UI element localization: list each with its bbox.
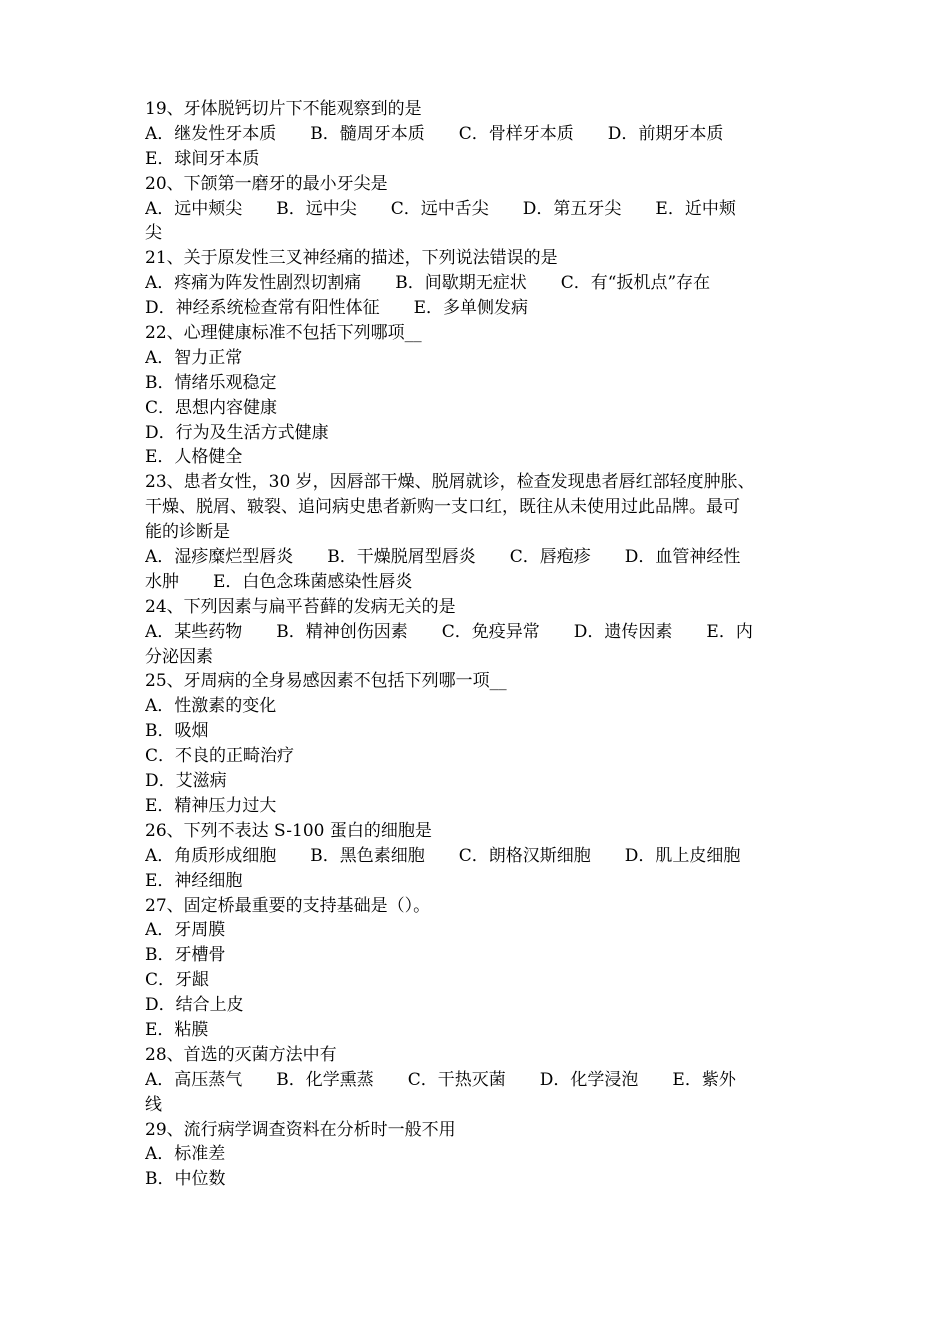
- question-27-option-e: E．粘膜: [145, 1019, 209, 1040]
- question-26-options: A．角质形成细胞 B．黑色素细胞 C．朗格汉斯细胞 D．肌上皮细胞: [145, 845, 741, 866]
- question-20-stem: 20、下颌第一磨牙的最小牙尖是: [145, 173, 388, 194]
- question-27-option-c: C．牙龈: [145, 970, 210, 991]
- question-21-stem: 21、关于原发性三叉神经痛的描述，下列说法错误的是: [145, 248, 558, 269]
- question-25-option-e: E．精神压力过大: [145, 795, 277, 816]
- question-22-stem: 22、心理健康标准不包括下列哪项__: [145, 323, 422, 344]
- question-27-option-a: A．牙周膜: [145, 920, 226, 941]
- question-22-option-d: D．行为及生活方式健康: [145, 422, 329, 443]
- question-29-option-b: B．中位数: [145, 1169, 226, 1190]
- question-22-option-b: B．情绪乐观稳定: [145, 372, 277, 393]
- question-19-stem: 19、牙体脱钙切片下不能观察到的是: [145, 99, 422, 119]
- question-29-stem: 29、流行病学调查资料在分析时一般不用: [145, 1119, 456, 1140]
- question-20-options-cont: 尖: [145, 223, 162, 244]
- question-21-options-cont: D．神经系统检查常有阳性体征 E．多单侧发病: [145, 298, 529, 319]
- question-23-options: A．湿疹糜烂型唇炎 B．干燥脱屑型唇炎 C．唇疱疹 D．血管神经性: [145, 547, 741, 568]
- question-24-stem: 24、下列因素与扁平苔藓的发病无关的是: [145, 596, 456, 617]
- question-28-stem: 28、首选的灭菌方法中有: [145, 1044, 337, 1065]
- question-24-options: A．某些药物 B．精神创伤因素 C．免疫异常 D．遗传因素 E．内: [145, 621, 753, 642]
- question-23-stem-cont: 干燥、脱屑、皲裂、追问病史患者新购一支口红，既往从未使用过此品牌。最可: [145, 497, 740, 518]
- question-26-options-cont: E．神经细胞: [145, 870, 243, 891]
- question-21-options: A．疼痛为阵发性剧烈切割痛 B．间歇期无症状 C．有“扳机点”存在: [145, 273, 711, 294]
- question-25-stem: 25、牙周病的全身易感因素不包括下列哪一项__: [145, 671, 507, 692]
- question-29-option-a: A．标准差: [145, 1144, 226, 1165]
- question-28-options: A．高压蒸气 B．化学熏蒸 C．干热灭菌 D．化学浸泡 E．紫外: [145, 1069, 736, 1090]
- question-28-options-cont: 线: [145, 1094, 162, 1115]
- document-page: [145, 97, 813, 1192]
- question-19-options: A．继发性牙本质 B．髓周牙本质 C．骨样牙本质 D．前期牙本质: [145, 123, 724, 144]
- question-23-stem: 23、患者女性，30 岁，因唇部干燥、脱屑就诊，检查发现患者唇红部轻度肿胀、: [145, 472, 755, 493]
- question-22-option-c: C．思想内容健康: [145, 397, 278, 418]
- question-22-option-a: A．智力正常: [145, 347, 243, 368]
- question-25-option-a: A．性激素的变化: [145, 696, 277, 717]
- question-26-stem: 26、下列不表达 S-100 蛋白的细胞是: [145, 820, 432, 841]
- question-23-stem-end: 能的诊断是: [145, 522, 230, 543]
- question-27-stem: 27、固定桥最重要的支持基础是（）。: [145, 895, 431, 916]
- question-25-option-d: D．艾滋病: [145, 771, 227, 792]
- question-27-option-d: D．结合上皮: [145, 995, 244, 1016]
- question-27-option-b: B．牙槽骨: [145, 945, 226, 966]
- question-19-options-cont: E．球间牙本质: [145, 148, 260, 169]
- question-23-options-cont: 水肿 E．白色念珠菌感染性唇炎: [145, 571, 413, 592]
- question-24-options-cont: 分泌因素: [145, 646, 213, 667]
- question-25-option-b: B．吸烟: [145, 721, 209, 742]
- question-20-options: A．远中颊尖 B．远中尖 C．远中舌尖 D．第五牙尖 E．近中颊: [145, 198, 736, 219]
- question-25-option-c: C．不良的正畸治疗: [145, 746, 295, 767]
- question-22-option-e: E．人格健全: [145, 447, 243, 468]
